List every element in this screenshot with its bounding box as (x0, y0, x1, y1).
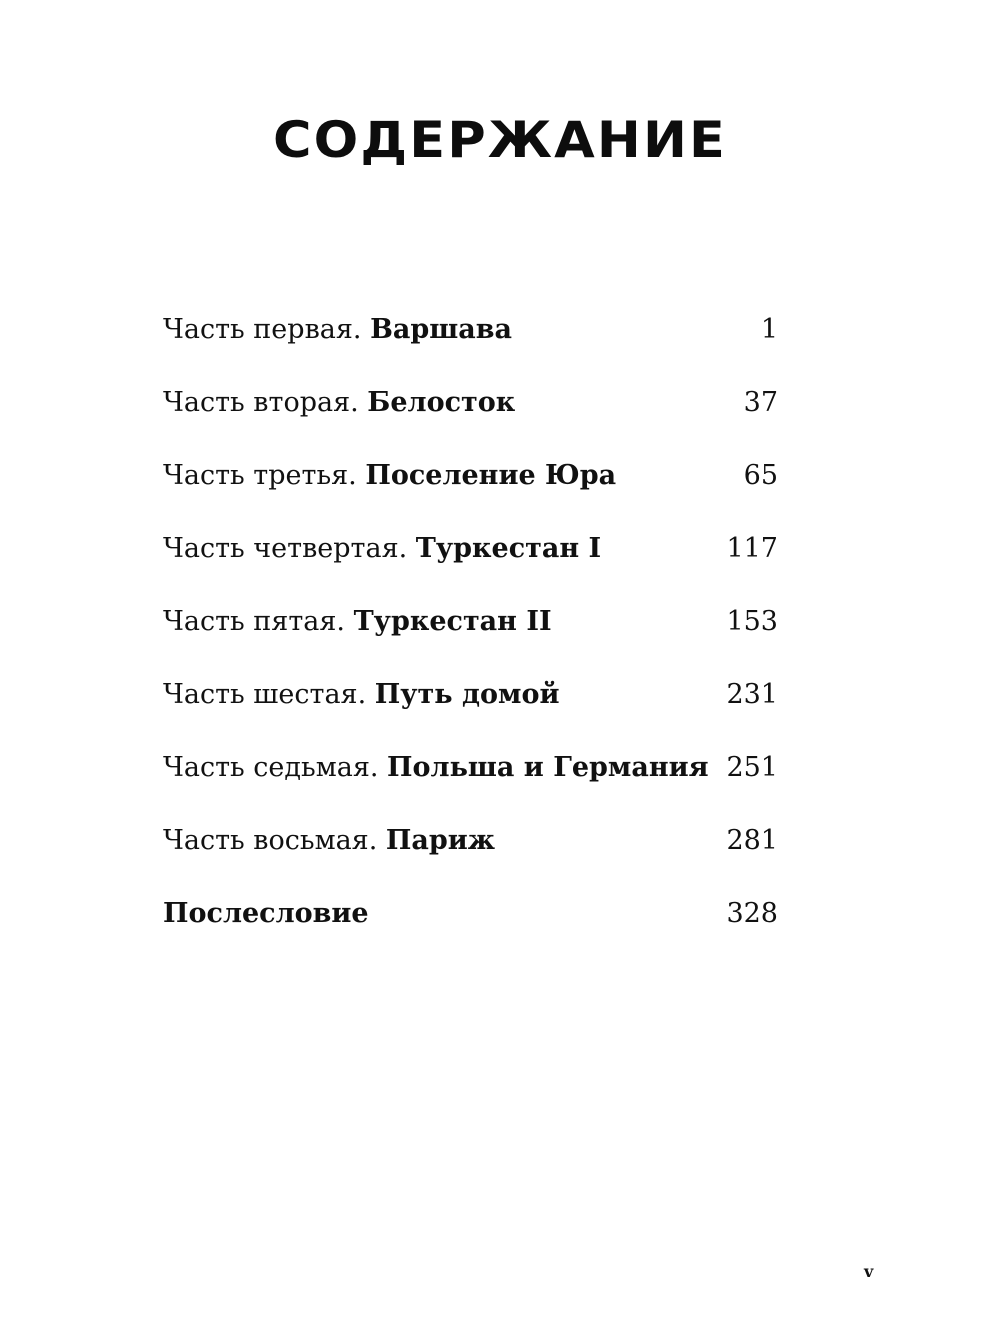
toc-part-word: Часть восьмая. (163, 825, 386, 856)
toc-part-name: Польша и Германия (387, 752, 709, 783)
page-folio: v (864, 1262, 874, 1281)
toc-page-number: 328 (726, 898, 778, 929)
toc-part-word: Часть вторая. (163, 387, 368, 418)
toc-entry-part-2 (163, 377, 778, 450)
toc-page-number: 251 (726, 752, 778, 783)
toc-page-number: 231 (726, 679, 778, 710)
toc-part-name: Поселение Юра (365, 460, 617, 491)
toc-part-word: Часть пятая. (163, 606, 354, 637)
toc-part-word: Часть седьмая. (163, 752, 388, 783)
toc-entry-label (163, 888, 369, 940)
toc-entry-afterword (163, 888, 778, 961)
toc-entry-part-4 (163, 523, 778, 596)
toc-part-name: Путь домой (374, 679, 560, 710)
toc-part-name: Туркестан II (353, 606, 552, 637)
toc-part-name: Послесловие (163, 898, 369, 929)
toc-entry-label (163, 596, 552, 648)
toc-entry-label (163, 377, 515, 429)
table-of-contents (163, 304, 778, 961)
toc-entry-part-1 (163, 304, 778, 377)
toc-part-word: Часть первая. (163, 314, 371, 345)
toc-entry-label (163, 815, 495, 867)
toc-page-number: 37 (743, 387, 778, 418)
toc-entry-label (163, 304, 512, 356)
toc-entry-part-6 (163, 669, 778, 742)
toc-part-name: Туркестан I (415, 533, 602, 564)
toc-part-word: Часть четвертая. (163, 533, 416, 564)
toc-entry-label (163, 669, 559, 721)
toc-entry-part-5 (163, 596, 778, 669)
toc-entry-label (163, 450, 616, 502)
toc-part-name: Белосток (367, 387, 516, 418)
toc-entry-label (163, 523, 601, 575)
toc-part-word: Часть третья. (163, 460, 366, 491)
toc-page-number: 153 (726, 606, 778, 637)
toc-entry-label (163, 742, 709, 794)
toc-page-number: 65 (743, 460, 778, 491)
toc-entry-part-8 (163, 815, 778, 888)
toc-part-name: Варшава (370, 314, 513, 345)
toc-page-number: 117 (726, 533, 778, 564)
toc-part-word: Часть шестая. (163, 679, 375, 710)
toc-part-name: Париж (385, 825, 496, 856)
toc-page-number: 281 (726, 825, 778, 856)
page-title: СОДЕРЖАНИЕ (273, 111, 727, 169)
toc-page-number: 1 (760, 314, 778, 345)
toc-entry-part-7 (163, 742, 778, 815)
toc-entry-part-3 (163, 450, 778, 523)
